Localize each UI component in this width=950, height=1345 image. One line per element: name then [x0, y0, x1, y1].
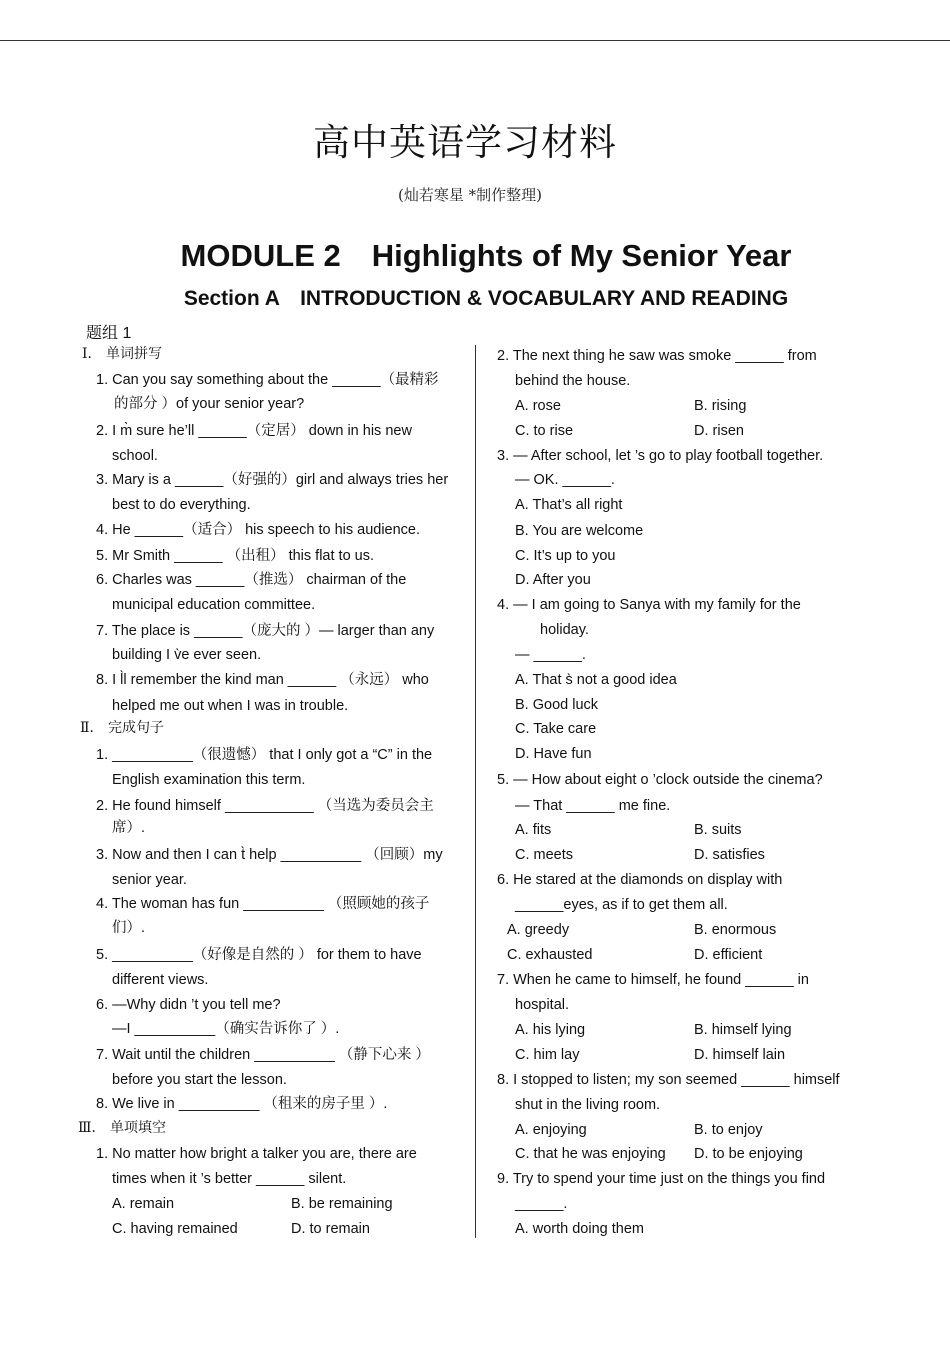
q2-option-a: A. rose [515, 398, 561, 414]
p1-item5: 5. Mr Smith ______ （出租） this flat to us. [96, 548, 375, 564]
part1-heading: Ⅰ． 单词拼写 [82, 346, 162, 362]
q2-stem-line1: 2. The next thing he saw was smoke ______ from [497, 348, 817, 364]
subtitle: (灿若寒星 *制作整理) [398, 186, 542, 204]
q5-option-a: A. fits [515, 822, 552, 838]
p2-item3-line1: 3. Now and then I can t̀ help __________ （回顾）my [96, 847, 443, 863]
q4-option-c: C. Take care [515, 721, 597, 737]
q1-option-d: D. to remain [291, 1221, 370, 1237]
q4-stem-line3: — ______. [515, 647, 586, 663]
q7-stem-line2: hospital. [515, 997, 570, 1013]
q2-option-d: D. risen [694, 423, 744, 439]
q5-stem-line1: 5. — How about eight o ’clock outside the cinema? [497, 772, 823, 788]
part2-heading: Ⅱ． 完成句子 [80, 720, 164, 736]
p1-item4: 4. He ______（适合） his speech to his audience. [96, 522, 421, 538]
part3-heading: Ⅲ． 单项填空 [78, 1120, 166, 1136]
p2-item1-line1: 1. __________（很遗憾） that I only got a “C” in the [96, 747, 433, 763]
p2-item7-line2: before you start the lesson. [112, 1072, 287, 1088]
q2-option-b: B. rising [694, 398, 747, 414]
p1-item1-line1: 1. Can you say something about the ______（最精彩 [96, 372, 439, 388]
p1-item7-line1: 7. The place is ______（庞大的 ）— larger than any [96, 623, 435, 639]
q5-option-b: B. suits [694, 822, 742, 838]
p2-item7-line1: 7. Wait until the children __________ （静下心来 ） [96, 1047, 430, 1063]
q4-option-d: D. Have fun [515, 746, 592, 762]
p1-item3-line1: 3. Mary is a ______（好强的）girl and always tries her [96, 472, 449, 488]
q6-option-d: D. efficient [694, 947, 763, 963]
p2-item5-line2: different views. [112, 972, 209, 988]
p2-item8: 8. We live in __________ （租来的房子里 ）. [96, 1096, 388, 1112]
q1-stem-line2: times when it ’s better ______ silent. [112, 1171, 347, 1187]
p1-item2-line1: 2. I m̀ sure he’ll ______（定居） down in his new [96, 423, 412, 439]
q6-option-a: A. greedy [507, 922, 570, 938]
q3-option-b: B. You are welcome [515, 523, 644, 539]
q3-stem-line2: — OK. ______. [515, 472, 615, 488]
q9-option-a: A. worth doing them [515, 1221, 644, 1237]
main-title: 高中英语学习材料 [313, 121, 617, 164]
column-divider [475, 345, 476, 1238]
p1-item6-line2: municipal education committee. [112, 597, 316, 613]
q8-option-a: A. enjoying [515, 1122, 587, 1138]
q7-stem-line1: 7. When he came to himself, he found ______ in [497, 972, 809, 988]
q1-option-a: A. remain [112, 1196, 175, 1212]
p2-item5-line1: 5. __________（好像是自然的 ） for them to have [96, 947, 422, 963]
module-title: MODULE 2 Highlights of My Senior Year [180, 238, 792, 273]
q5-option-c: C. meets [515, 847, 574, 863]
p1-item6-line1: 6. Charles was ______（推选） chairman of the [96, 572, 407, 588]
p1-item3-line2: best to do everything. [112, 497, 251, 513]
q7-option-b: B. himself lying [694, 1022, 792, 1038]
q3-option-a: A. That’s all right [515, 497, 623, 513]
q8-stem-line2: shut in the living room. [515, 1097, 661, 1113]
p2-item2-line1: 2. He found himself ___________ （当选为委员会主 [96, 798, 434, 814]
q8-stem-line1: 8. I stopped to listen; my son seemed ______ himself [497, 1072, 840, 1088]
q6-stem-line1: 6. He stared at the diamonds on display with [497, 872, 783, 888]
p2-item3-line2: senior year. [112, 872, 187, 888]
q5-option-d: D. satisfies [694, 847, 765, 863]
q9-stem-line1: 9. Try to spend your time just on the things you find [497, 1171, 826, 1187]
q8-option-d: D. to be enjoying [694, 1146, 803, 1162]
q1-option-c: C. having remained [112, 1221, 238, 1237]
q6-option-b: B. enormous [694, 922, 777, 938]
q4-stem-line2: holiday. [540, 622, 589, 638]
q4-option-b: B. Good luck [515, 697, 599, 713]
section-title: Section A INTRODUCTION & VOCABULARY AND READING [183, 287, 789, 310]
p1-item8-line2: helped me out when I was in trouble. [112, 698, 349, 714]
q3-option-d: D. After you [515, 572, 591, 588]
q8-option-b: B. to enjoy [694, 1122, 763, 1138]
p2-item4-line2: 们）. [112, 920, 146, 936]
q3-stem-line1: 3. — After school, let ’s go to play football together. [497, 448, 824, 464]
q7-option-d: D. himself lain [694, 1047, 786, 1063]
q9-stem-line2: ______. [515, 1196, 568, 1212]
p1-item2-line2: school. [112, 448, 158, 464]
q2-option-c: C. to rise [515, 423, 574, 439]
p2-item6-line1: 6. —Why didn ’t you tell me? [96, 997, 281, 1013]
q4-stem-line1: 4. — I am going to Sanya with my family for the [497, 597, 801, 613]
top-rule [0, 40, 950, 41]
p2-item2-line2: 席）. [112, 820, 146, 836]
p2-item4-line1: 4. The woman has fun __________ （照顾她的孩子 [96, 896, 430, 912]
q2-stem-line2: behind the house. [515, 373, 631, 389]
q7-option-c: C. him lay [515, 1047, 580, 1063]
q6-stem-line2: ______eyes, as if to get them all. [515, 897, 728, 913]
q1-stem-line1: 1. No matter how bright a talker you are, there are [96, 1146, 417, 1162]
p1-item7-line2: building I v̀e ever seen. [112, 647, 262, 663]
q5-stem-line2: — That ______ me fine. [515, 798, 671, 814]
q1-option-b: B. be remaining [291, 1196, 393, 1212]
q3-option-c: C. It’s up to you [515, 548, 616, 564]
p2-item6-line2: —I __________（确实告诉你了 ）. [112, 1021, 340, 1037]
p1-item1-line2: 的部分 ）of your senior year? [114, 396, 305, 412]
q8-option-c: C. that he was enjoying [515, 1146, 666, 1162]
q7-option-a: A. his lying [515, 1022, 586, 1038]
p1-item8-line1: 8. I l̀l remember the kind man ______ （永远） who [96, 672, 429, 688]
q6-option-c: C. exhausted [507, 947, 593, 963]
q4-option-a: A. That s̀ not a good idea [515, 672, 677, 688]
p2-item1-line2: English examination this term. [112, 772, 306, 788]
group-label: 题组 1 [86, 325, 132, 342]
